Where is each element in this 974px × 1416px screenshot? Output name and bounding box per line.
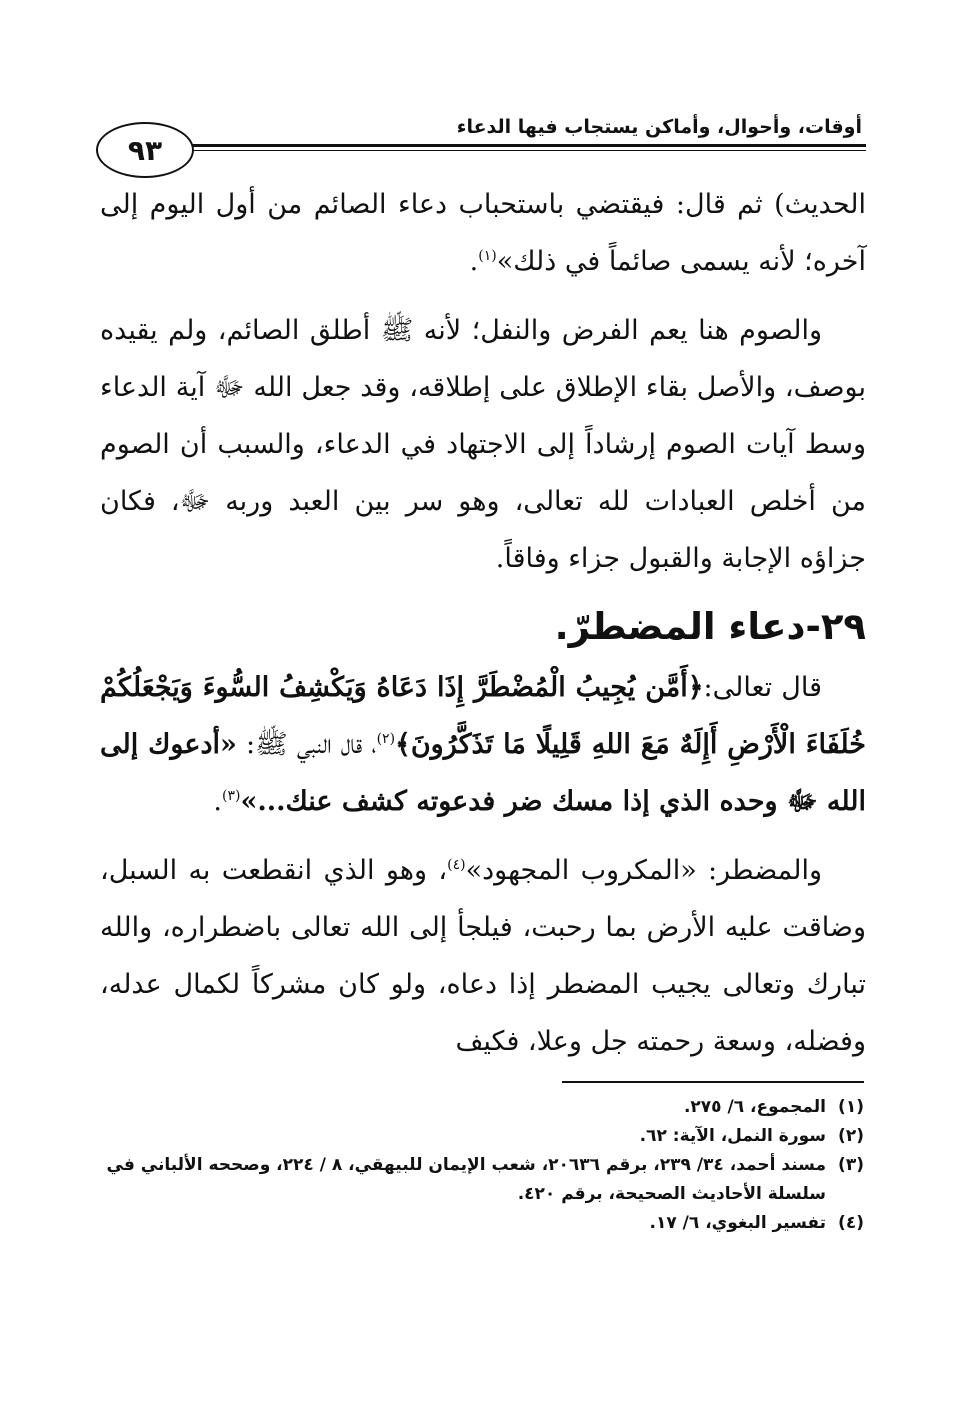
- footnote-text: المجموع، ٦/ ٢٧٥.: [683, 1097, 826, 1117]
- header-thin-rule: [180, 150, 866, 151]
- main-text: [100, 176, 866, 1070]
- footnotes: [100, 1093, 864, 1238]
- paragraph-2: والصوم هنا يعم الفرض والنفل؛ لأنه ﷺ أطلق الصائم، ولم يقيده بوصف، والأصل بقاء الإطلاق على إطلاقه، وقد جعل الله ﷻ آية الدعاء وسط آيات الصوم إرشاداً إلى الاجتهاد في الدعاء، والسبب أن الصوم من أخلص العبادات لله تعالى، وهو سر بين العبد وربه ﷻ، فكان جزاؤه الإجابة والقبول جزاء وفاقاً.: [100, 315, 866, 574]
- footnote-number: (٤): [838, 1213, 864, 1233]
- header-thick-rule: [180, 144, 866, 147]
- footnote-2: [100, 1122, 864, 1151]
- footnote-text: مسند أحمد، ٣٤/ ٢٣٩، برقم ٢٠٦٣٦، شعب الإيمان للبيهقي، ٨ / ٢٢٤، وصححه الألباني في سلسلة الأحاديث الصحيحة، برقم ٤٢٠.: [106, 1155, 826, 1204]
- paragraph-1: [100, 176, 866, 290]
- section-heading: ٢٩-دعاء المضطرّ.: [554, 605, 866, 648]
- footnote-3: [100, 1151, 864, 1209]
- footnote-number: (١): [838, 1097, 864, 1117]
- footnote-ref-1: (١): [478, 248, 497, 264]
- paragraph-4-start: والمضطر: «المكروب المجهود»: [465, 855, 822, 886]
- paragraph-3-end: .: [213, 786, 222, 817]
- paragraph-4: [100, 842, 866, 1070]
- footnote-number: (٢): [838, 1126, 864, 1146]
- footnote-number: (٣): [838, 1155, 864, 1175]
- footnote-text: تفسير البغوي، ٦/ ١٧.: [649, 1213, 826, 1233]
- footnote-ref-2: (٢): [376, 731, 396, 747]
- quran-verse: ﴿أَمَّن يُجِيبُ الْمُضْطَرَّ إِذَا دَعَاهُ وَيَكْشِفُ السُّوءَ وَيَجْعَلُكُمْ خُلَفَاءَ الْأَرْضِ أَإِلَهٌ مَعَ اللهِ قَلِيلًا مَا تَذَكَّرُونَ﴾: [100, 672, 866, 760]
- footnote-1: [100, 1093, 864, 1122]
- footnote-separator: [562, 1081, 864, 1083]
- page-number: ٩٣: [127, 133, 163, 167]
- verse-intro: قال تعالى:: [703, 672, 822, 703]
- footnote-ref-4: (٤): [447, 857, 466, 873]
- hadith-text: «أدعوك إلى الله ﷻ وحده الذي إذا مسك ضر فدعوته كشف عنك...»: [100, 729, 866, 817]
- footnote-4: [100, 1209, 864, 1238]
- running-header-title: أوقات، وأحوال، وأماكن يستجاب فيها الدعاء: [456, 116, 862, 138]
- paragraph-3: [100, 659, 866, 830]
- paragraph-1-text: الحديث) ثم قال: فيقتضي باستحباب دعاء الصائم من أول اليوم إلى آخره؛ لأنه يسمى صائماً في ذلك»: [100, 189, 866, 277]
- paragraph-1-end: .: [469, 246, 479, 277]
- footnote-text: سورة النمل، الآية: ٦٢.: [639, 1126, 826, 1146]
- footnote-ref-3: (٣): [221, 788, 241, 804]
- paragraph-4-rest: ، وهو الذي انقطعت به السبل، وضاقت عليه الأرض بما رحبت، فيلجأ إلى الله تعالى باضطراره، والله تبارك وتعالى يجيب المضطر إذا دعاه، ولو كان مشركاً لكمال عدله، وفضله، وسعة رحمته جل وعلا، فكيف: [100, 855, 866, 1057]
- page-number-oval: [96, 122, 194, 178]
- hadith-intro: ، قال النبي ﷺ:: [236, 729, 377, 760]
